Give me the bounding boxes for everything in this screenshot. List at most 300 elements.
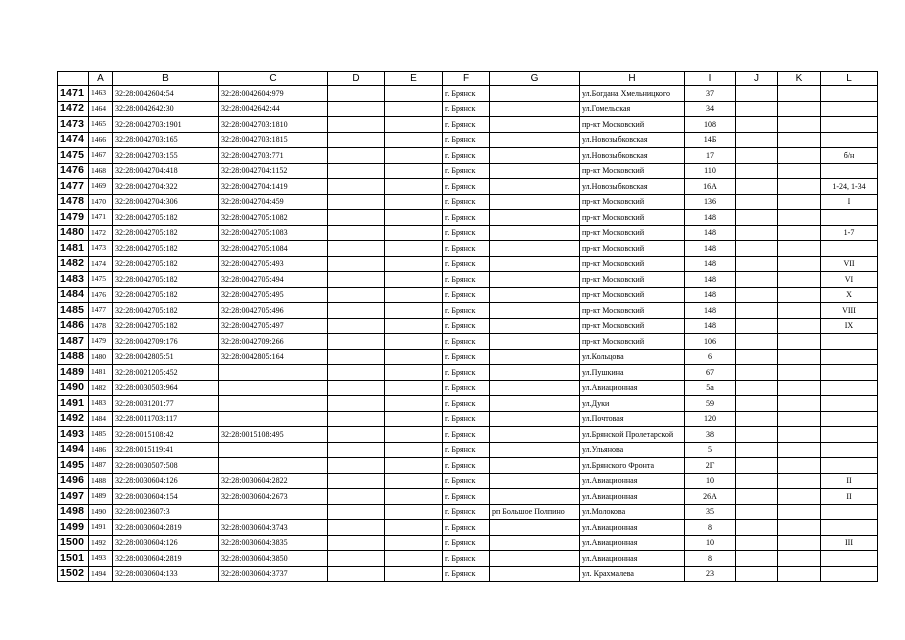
cell-g[interactable]	[490, 318, 580, 334]
cell-b[interactable]: 32:28:0042704:418	[113, 163, 219, 179]
cell-i[interactable]: 136	[685, 194, 736, 210]
cell-j[interactable]	[736, 489, 778, 505]
cell-j[interactable]	[736, 535, 778, 551]
cell-b[interactable]: 32:28:0042705:182	[113, 287, 219, 303]
cell-j[interactable]	[736, 86, 778, 102]
cell-h[interactable]: ул.Пушкина	[580, 365, 685, 381]
cell-l[interactable]	[821, 365, 878, 381]
cell-f[interactable]: г. Брянск	[443, 163, 490, 179]
cell-a[interactable]: 1476	[89, 287, 113, 303]
cell-l[interactable]: I	[821, 194, 878, 210]
cell-e[interactable]	[385, 303, 443, 319]
cell-a[interactable]: 1473	[89, 241, 113, 257]
cell-j[interactable]	[736, 117, 778, 133]
cell-l[interactable]	[821, 241, 878, 257]
cell-l[interactable]	[821, 380, 878, 396]
cell-i[interactable]: 34	[685, 101, 736, 117]
row-number[interactable]: 1484	[58, 287, 89, 303]
cell-i[interactable]: 148	[685, 241, 736, 257]
cell-i[interactable]: 8	[685, 551, 736, 567]
cell-b[interactable]: 32:28:0042704:306	[113, 194, 219, 210]
row-number[interactable]: 1499	[58, 520, 89, 536]
cell-e[interactable]	[385, 396, 443, 412]
cell-d[interactable]	[328, 535, 385, 551]
cell-j[interactable]	[736, 101, 778, 117]
row-number[interactable]: 1479	[58, 210, 89, 226]
cell-g[interactable]	[490, 148, 580, 164]
cell-i[interactable]: 67	[685, 365, 736, 381]
cell-l[interactable]	[821, 163, 878, 179]
cell-b[interactable]: 32:28:0030604:126	[113, 535, 219, 551]
cell-f[interactable]: г. Брянск	[443, 86, 490, 102]
cell-a[interactable]: 1494	[89, 566, 113, 582]
cell-j[interactable]	[736, 225, 778, 241]
cell-f[interactable]: г. Брянск	[443, 504, 490, 520]
cell-b[interactable]: 32:28:0023607:3	[113, 504, 219, 520]
cell-e[interactable]	[385, 442, 443, 458]
cell-a[interactable]: 1478	[89, 318, 113, 334]
cell-k[interactable]	[778, 442, 821, 458]
cell-e[interactable]	[385, 566, 443, 582]
row-number[interactable]: 1483	[58, 272, 89, 288]
column-header-h[interactable]: H	[580, 72, 685, 86]
cell-l[interactable]: III	[821, 535, 878, 551]
cell-f[interactable]: г. Брянск	[443, 179, 490, 195]
cell-l[interactable]	[821, 442, 878, 458]
cell-i[interactable]: 37	[685, 86, 736, 102]
cell-i[interactable]: 6	[685, 349, 736, 365]
cell-c[interactable]: 32:28:0042705:497	[219, 318, 328, 334]
cell-b[interactable]: 32:28:0042604:54	[113, 86, 219, 102]
cell-g[interactable]	[490, 225, 580, 241]
cell-k[interactable]	[778, 194, 821, 210]
cell-f[interactable]: г. Брянск	[443, 148, 490, 164]
cell-e[interactable]	[385, 380, 443, 396]
cell-g[interactable]	[490, 473, 580, 489]
cell-d[interactable]	[328, 380, 385, 396]
cell-h[interactable]: ул.Богдана Хмельницкого	[580, 86, 685, 102]
cell-b[interactable]: 32:28:0042642:30	[113, 101, 219, 117]
cell-a[interactable]: 1469	[89, 179, 113, 195]
cell-e[interactable]	[385, 334, 443, 350]
cell-e[interactable]	[385, 535, 443, 551]
cell-h[interactable]: ул.Новозыбковская	[580, 148, 685, 164]
cell-l[interactable]	[821, 132, 878, 148]
column-header-k[interactable]: K	[778, 72, 821, 86]
row-number[interactable]: 1494	[58, 442, 89, 458]
cell-f[interactable]: г. Брянск	[443, 458, 490, 474]
cell-j[interactable]	[736, 241, 778, 257]
cell-k[interactable]	[778, 303, 821, 319]
cell-g[interactable]	[490, 458, 580, 474]
cell-g[interactable]	[490, 241, 580, 257]
cell-j[interactable]	[736, 380, 778, 396]
cell-j[interactable]	[736, 566, 778, 582]
cell-c[interactable]: 32:28:0030604:3737	[219, 566, 328, 582]
cell-b[interactable]: 32:28:0042703:155	[113, 148, 219, 164]
cell-a[interactable]: 1490	[89, 504, 113, 520]
cell-c[interactable]: 32:28:0042705:1084	[219, 241, 328, 257]
cell-l[interactable]	[821, 86, 878, 102]
cell-g[interactable]	[490, 210, 580, 226]
cell-i[interactable]: 17	[685, 148, 736, 164]
cell-c[interactable]: 32:28:0042704:1152	[219, 163, 328, 179]
cell-h[interactable]: пр-кт Московский	[580, 287, 685, 303]
cell-d[interactable]	[328, 225, 385, 241]
cell-k[interactable]	[778, 504, 821, 520]
cell-c[interactable]	[219, 396, 328, 412]
cell-d[interactable]	[328, 163, 385, 179]
cell-d[interactable]	[328, 256, 385, 272]
cell-d[interactable]	[328, 241, 385, 257]
row-number[interactable]: 1487	[58, 334, 89, 350]
row-number[interactable]: 1489	[58, 365, 89, 381]
row-number[interactable]: 1478	[58, 194, 89, 210]
cell-b[interactable]: 32:28:0015108:42	[113, 427, 219, 443]
cell-a[interactable]: 1487	[89, 458, 113, 474]
cell-i[interactable]: 35	[685, 504, 736, 520]
cell-d[interactable]	[328, 318, 385, 334]
cell-j[interactable]	[736, 148, 778, 164]
cell-g[interactable]	[490, 442, 580, 458]
cell-l[interactable]: IX	[821, 318, 878, 334]
cell-l[interactable]: X	[821, 287, 878, 303]
cell-k[interactable]	[778, 380, 821, 396]
cell-i[interactable]: 23	[685, 566, 736, 582]
cell-g[interactable]	[490, 287, 580, 303]
cell-g[interactable]	[490, 566, 580, 582]
cell-b[interactable]: 32:28:0042705:182	[113, 303, 219, 319]
cell-h[interactable]: ул.Дуки	[580, 396, 685, 412]
cell-c[interactable]: 32:28:0042704:1419	[219, 179, 328, 195]
cell-l[interactable]	[821, 551, 878, 567]
cell-k[interactable]	[778, 365, 821, 381]
cell-f[interactable]: г. Брянск	[443, 117, 490, 133]
cell-a[interactable]: 1480	[89, 349, 113, 365]
cell-j[interactable]	[736, 396, 778, 412]
cell-f[interactable]: г. Брянск	[443, 520, 490, 536]
cell-j[interactable]	[736, 473, 778, 489]
cell-j[interactable]	[736, 272, 778, 288]
cell-l[interactable]	[821, 349, 878, 365]
cell-d[interactable]	[328, 194, 385, 210]
cell-d[interactable]	[328, 458, 385, 474]
cell-d[interactable]	[328, 179, 385, 195]
cell-c[interactable]	[219, 458, 328, 474]
cell-a[interactable]: 1468	[89, 163, 113, 179]
cell-i[interactable]: 59	[685, 396, 736, 412]
cell-g[interactable]	[490, 194, 580, 210]
cell-c[interactable]: 32:28:0030604:3835	[219, 535, 328, 551]
cell-b[interactable]: 32:28:0030604:133	[113, 566, 219, 582]
cell-b[interactable]: 32:28:0011703:117	[113, 411, 219, 427]
cell-l[interactable]	[821, 210, 878, 226]
cell-j[interactable]	[736, 365, 778, 381]
cell-g[interactable]	[490, 551, 580, 567]
cell-g[interactable]	[490, 489, 580, 505]
cell-g[interactable]	[490, 334, 580, 350]
cell-c[interactable]: 32:28:0042703:771	[219, 148, 328, 164]
cell-g[interactable]	[490, 163, 580, 179]
cell-b[interactable]: 32:28:0042704:322	[113, 179, 219, 195]
cell-e[interactable]	[385, 473, 443, 489]
cell-b[interactable]: 32:28:0030604:154	[113, 489, 219, 505]
cell-b[interactable]: 32:28:0042705:182	[113, 318, 219, 334]
cell-f[interactable]: г. Брянск	[443, 489, 490, 505]
cell-c[interactable]: 32:28:0030604:3850	[219, 551, 328, 567]
cell-a[interactable]: 1489	[89, 489, 113, 505]
cell-g[interactable]	[490, 396, 580, 412]
cell-l[interactable]: II	[821, 473, 878, 489]
cell-a[interactable]: 1465	[89, 117, 113, 133]
cell-k[interactable]	[778, 473, 821, 489]
cell-i[interactable]: 10	[685, 535, 736, 551]
cell-l[interactable]: II	[821, 489, 878, 505]
cell-h[interactable]: пр-кт Московский	[580, 210, 685, 226]
row-number[interactable]: 1474	[58, 132, 89, 148]
cell-k[interactable]	[778, 225, 821, 241]
cell-j[interactable]	[736, 132, 778, 148]
cell-c[interactable]: 32:28:0042705:1082	[219, 210, 328, 226]
cell-a[interactable]: 1483	[89, 396, 113, 412]
cell-j[interactable]	[736, 458, 778, 474]
cell-i[interactable]: 106	[685, 334, 736, 350]
cell-a[interactable]: 1470	[89, 194, 113, 210]
cell-b[interactable]: 32:28:0021205:452	[113, 365, 219, 381]
cell-l[interactable]: VI	[821, 272, 878, 288]
cell-i[interactable]: 2Г	[685, 458, 736, 474]
cell-g[interactable]: рп Большое Полпино	[490, 504, 580, 520]
cell-f[interactable]: г. Брянск	[443, 380, 490, 396]
cell-b[interactable]: 32:28:0030507:508	[113, 458, 219, 474]
cell-e[interactable]	[385, 520, 443, 536]
cell-g[interactable]	[490, 303, 580, 319]
cell-f[interactable]: г. Брянск	[443, 442, 490, 458]
cell-g[interactable]	[490, 179, 580, 195]
cell-e[interactable]	[385, 287, 443, 303]
cell-e[interactable]	[385, 241, 443, 257]
cell-a[interactable]: 1491	[89, 520, 113, 536]
cell-i[interactable]: 120	[685, 411, 736, 427]
cell-c[interactable]	[219, 442, 328, 458]
cell-f[interactable]: г. Брянск	[443, 241, 490, 257]
cell-j[interactable]	[736, 334, 778, 350]
row-number[interactable]: 1477	[58, 179, 89, 195]
cell-l[interactable]	[821, 504, 878, 520]
cell-k[interactable]	[778, 272, 821, 288]
cell-c[interactable]	[219, 380, 328, 396]
cell-i[interactable]: 5а	[685, 380, 736, 396]
cell-d[interactable]	[328, 396, 385, 412]
cell-g[interactable]	[490, 86, 580, 102]
cell-b[interactable]: 32:28:0042805:51	[113, 349, 219, 365]
cell-e[interactable]	[385, 411, 443, 427]
cell-k[interactable]	[778, 535, 821, 551]
cell-k[interactable]	[778, 411, 821, 427]
cell-f[interactable]: г. Брянск	[443, 303, 490, 319]
cell-h[interactable]: пр-кт Московский	[580, 163, 685, 179]
cell-f[interactable]: г. Брянск	[443, 287, 490, 303]
cell-c[interactable]: 32:28:0042705:1083	[219, 225, 328, 241]
cell-h[interactable]: ул.Новозыбковская	[580, 132, 685, 148]
cell-h[interactable]: ул.Авиационная	[580, 380, 685, 396]
cell-f[interactable]: г. Брянск	[443, 473, 490, 489]
cell-k[interactable]	[778, 551, 821, 567]
cell-l[interactable]	[821, 117, 878, 133]
cell-h[interactable]: пр-кт Московский	[580, 194, 685, 210]
row-number[interactable]: 1476	[58, 163, 89, 179]
cell-f[interactable]: г. Брянск	[443, 566, 490, 582]
cell-a[interactable]: 1481	[89, 365, 113, 381]
cell-i[interactable]: 108	[685, 117, 736, 133]
cell-l[interactable]	[821, 411, 878, 427]
cell-b[interactable]: 32:28:0015119:41	[113, 442, 219, 458]
cell-g[interactable]	[490, 365, 580, 381]
cell-g[interactable]	[490, 132, 580, 148]
cell-l[interactable]	[821, 458, 878, 474]
cell-k[interactable]	[778, 101, 821, 117]
cell-h[interactable]: пр-кт Московский	[580, 334, 685, 350]
cell-k[interactable]	[778, 210, 821, 226]
cell-c[interactable]	[219, 411, 328, 427]
cell-f[interactable]: г. Брянск	[443, 427, 490, 443]
column-header-l[interactable]: L	[821, 72, 878, 86]
row-number[interactable]: 1471	[58, 86, 89, 102]
cell-i[interactable]: 16А	[685, 179, 736, 195]
cell-a[interactable]: 1493	[89, 551, 113, 567]
cell-c[interactable]: 32:28:0042703:1810	[219, 117, 328, 133]
row-number[interactable]: 1493	[58, 427, 89, 443]
row-number[interactable]: 1502	[58, 566, 89, 582]
cell-i[interactable]: 8	[685, 520, 736, 536]
cell-i[interactable]: 148	[685, 210, 736, 226]
row-number[interactable]: 1481	[58, 241, 89, 257]
cell-e[interactable]	[385, 365, 443, 381]
cell-l[interactable]	[821, 396, 878, 412]
cell-k[interactable]	[778, 148, 821, 164]
cell-g[interactable]	[490, 117, 580, 133]
cell-i[interactable]: 148	[685, 303, 736, 319]
cell-a[interactable]: 1464	[89, 101, 113, 117]
cell-g[interactable]	[490, 535, 580, 551]
cell-i[interactable]: 5	[685, 442, 736, 458]
cell-g[interactable]	[490, 256, 580, 272]
cell-h[interactable]: пр-кт Московский	[580, 225, 685, 241]
cell-h[interactable]: пр-кт Московский	[580, 303, 685, 319]
cell-h[interactable]: пр-кт Московский	[580, 241, 685, 257]
cell-j[interactable]	[736, 551, 778, 567]
cell-d[interactable]	[328, 520, 385, 536]
cell-k[interactable]	[778, 520, 821, 536]
cell-l[interactable]	[821, 427, 878, 443]
cell-d[interactable]	[328, 442, 385, 458]
cell-j[interactable]	[736, 256, 778, 272]
cell-j[interactable]	[736, 504, 778, 520]
cell-d[interactable]	[328, 86, 385, 102]
cell-d[interactable]	[328, 303, 385, 319]
cell-j[interactable]	[736, 349, 778, 365]
cell-j[interactable]	[736, 442, 778, 458]
cell-i[interactable]: 148	[685, 272, 736, 288]
cell-b[interactable]: 32:28:0030604:126	[113, 473, 219, 489]
cell-h[interactable]: ул.Почтовая	[580, 411, 685, 427]
cell-k[interactable]	[778, 86, 821, 102]
row-number[interactable]: 1486	[58, 318, 89, 334]
cell-g[interactable]	[490, 272, 580, 288]
cell-j[interactable]	[736, 411, 778, 427]
cell-d[interactable]	[328, 349, 385, 365]
cell-b[interactable]: 32:28:0030503:964	[113, 380, 219, 396]
cell-k[interactable]	[778, 117, 821, 133]
cell-a[interactable]: 1484	[89, 411, 113, 427]
cell-e[interactable]	[385, 101, 443, 117]
cell-j[interactable]	[736, 287, 778, 303]
cell-d[interactable]	[328, 427, 385, 443]
cell-h[interactable]: пр-кт Московский	[580, 318, 685, 334]
cell-i[interactable]: 148	[685, 256, 736, 272]
row-number[interactable]: 1482	[58, 256, 89, 272]
cell-k[interactable]	[778, 566, 821, 582]
cell-d[interactable]	[328, 473, 385, 489]
cell-i[interactable]: 110	[685, 163, 736, 179]
cell-g[interactable]	[490, 380, 580, 396]
cell-d[interactable]	[328, 210, 385, 226]
cell-i[interactable]: 148	[685, 318, 736, 334]
cell-b[interactable]: 32:28:0042705:182	[113, 210, 219, 226]
cell-f[interactable]: г. Брянск	[443, 256, 490, 272]
cell-a[interactable]: 1486	[89, 442, 113, 458]
cell-f[interactable]: г. Брянск	[443, 334, 490, 350]
cell-k[interactable]	[778, 427, 821, 443]
cell-f[interactable]: г. Брянск	[443, 396, 490, 412]
cell-j[interactable]	[736, 163, 778, 179]
cell-f[interactable]: г. Брянск	[443, 194, 490, 210]
row-number[interactable]: 1495	[58, 458, 89, 474]
cell-e[interactable]	[385, 148, 443, 164]
row-number[interactable]: 1490	[58, 380, 89, 396]
cell-g[interactable]	[490, 349, 580, 365]
cell-j[interactable]	[736, 194, 778, 210]
cell-d[interactable]	[328, 334, 385, 350]
cell-h[interactable]: ул.Авиационная	[580, 489, 685, 505]
column-header-j[interactable]: J	[736, 72, 778, 86]
column-header-d[interactable]: D	[328, 72, 385, 86]
cell-l[interactable]: б/н	[821, 148, 878, 164]
cell-i[interactable]: 26А	[685, 489, 736, 505]
cell-h[interactable]: ул.Брянского Фронта	[580, 458, 685, 474]
cell-k[interactable]	[778, 287, 821, 303]
cell-a[interactable]: 1488	[89, 473, 113, 489]
cell-b[interactable]: 32:28:0042703:165	[113, 132, 219, 148]
cell-d[interactable]	[328, 365, 385, 381]
cell-e[interactable]	[385, 117, 443, 133]
column-header-f[interactable]: F	[443, 72, 490, 86]
cell-a[interactable]: 1492	[89, 535, 113, 551]
cell-l[interactable]: 1-7	[821, 225, 878, 241]
cell-c[interactable]: 32:28:0042705:493	[219, 256, 328, 272]
cell-l[interactable]: VII	[821, 256, 878, 272]
cell-a[interactable]: 1471	[89, 210, 113, 226]
cell-k[interactable]	[778, 396, 821, 412]
cell-f[interactable]: г. Брянск	[443, 551, 490, 567]
cell-k[interactable]	[778, 256, 821, 272]
cell-l[interactable]	[821, 520, 878, 536]
cell-j[interactable]	[736, 179, 778, 195]
cell-j[interactable]	[736, 210, 778, 226]
cell-c[interactable]: 32:28:0030604:2673	[219, 489, 328, 505]
row-number[interactable]: 1497	[58, 489, 89, 505]
cell-c[interactable]: 32:28:0042703:1815	[219, 132, 328, 148]
